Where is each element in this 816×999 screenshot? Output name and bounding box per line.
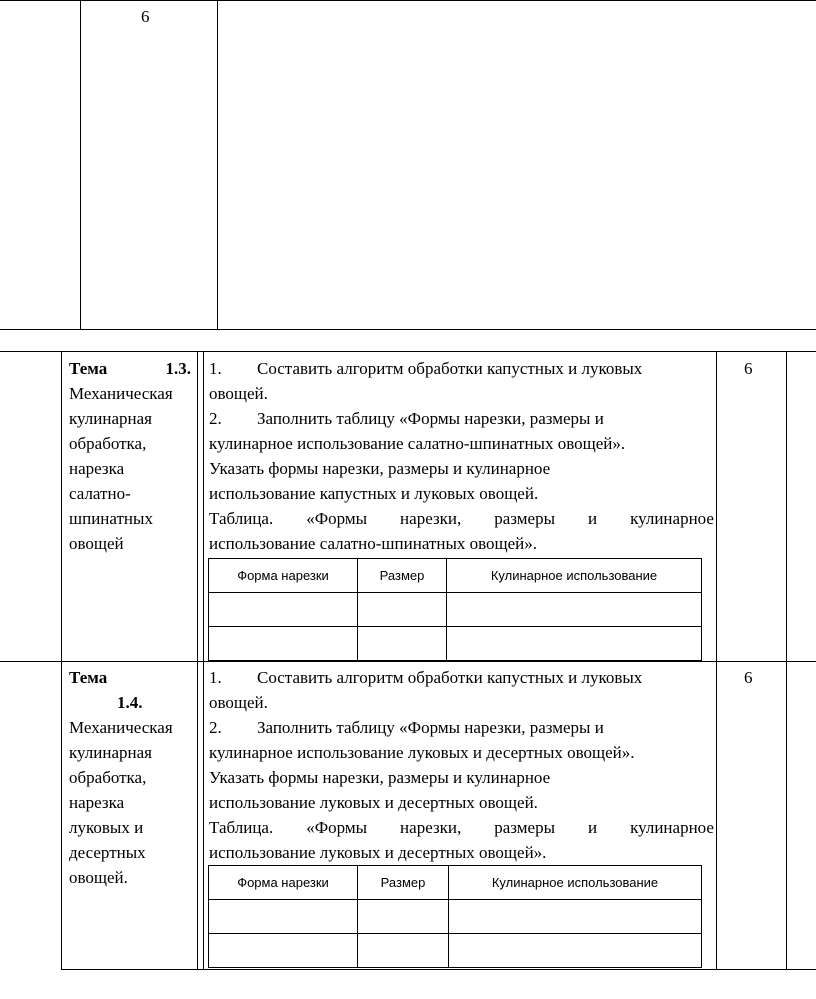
task-line: 2. Заполнить таблицу «Формы нарезки, размеры и (209, 718, 604, 737)
topic-title-line: овощей. (69, 868, 128, 887)
topic-title-line: луковых и (69, 818, 144, 837)
task-line: овощей. (209, 693, 268, 712)
table-row-empty (209, 593, 702, 627)
row-border-top (0, 351, 816, 352)
topic-number: 1.3. (165, 359, 191, 378)
topic-title-line: кулинарная (69, 409, 152, 428)
topic-heading (69, 665, 191, 690)
row-border-bottom (61, 969, 816, 970)
row-border (0, 661, 816, 662)
task-line: овощей. (209, 384, 268, 403)
topic-title-line: салатно- (69, 484, 131, 503)
topic-title-line: обработка, (69, 768, 147, 787)
task-line: 2. Заполнить таблицу «Формы нарезки, размеры и (209, 409, 604, 428)
task-line: кулинарное использование салатно-шпинатных овощей». (209, 434, 626, 453)
hours-value: 6 (744, 668, 753, 687)
topic-title-line: овощей (69, 534, 124, 553)
table-row-empty (209, 900, 702, 934)
col-divider (716, 351, 717, 970)
hours-value: 6 (141, 7, 150, 26)
table-header: Кулинарное использование (447, 559, 702, 593)
task-line: использование луковых и десертных овощей. (209, 793, 538, 812)
topic-label: Тема (69, 668, 108, 687)
table-row-empty (209, 627, 702, 661)
col-divider (217, 0, 218, 330)
topic-heading (69, 356, 191, 381)
topic-title-line: Механическая (69, 384, 173, 403)
top-border (0, 0, 816, 1)
task-line: использование капустных и луковых овощей. (209, 484, 539, 503)
table-header: Форма нарезки (209, 866, 358, 900)
topic-cell (69, 665, 191, 890)
task-line: Указать формы нарезки, размеры и кулинарное (209, 768, 551, 787)
cut-forms-table (208, 558, 702, 661)
table-header: Форма нарезки (209, 559, 358, 593)
table-row-empty (209, 934, 702, 968)
topic-title-line: нарезка (69, 793, 125, 812)
col-divider (80, 0, 81, 330)
bottom-border (0, 329, 816, 330)
col-divider (61, 351, 62, 970)
table-caption: Таблица. «Формы нарезки, размеры и кулинарное (209, 818, 714, 837)
hours-value: 6 (744, 359, 753, 378)
table-caption-end: использование луковых и десертных овощей». (209, 843, 547, 862)
topic-label: Тема (69, 359, 108, 378)
col-divider (197, 351, 198, 970)
topic-title-line: нарезка (69, 459, 125, 478)
table-header: Размер (358, 866, 449, 900)
cut-forms-table (208, 865, 702, 968)
task-line: 1. Составить алгоритм обработки капустных и луковых (209, 359, 643, 378)
task-line: кулинарное использование луковых и десертных овощей». (209, 743, 635, 762)
table-caption-end: использование салатно-шпинатных овощей». (209, 534, 538, 553)
table-caption: Таблица. «Формы нарезки, размеры и кулинарное (209, 509, 714, 528)
topic-title-line: шпинатных (69, 509, 153, 528)
table-header: Кулинарное использование (449, 866, 702, 900)
table-header: Размер (358, 559, 447, 593)
task-cell (209, 356, 714, 556)
task-line: 1. Составить алгоритм обработки капустных и луковых (209, 668, 643, 687)
col-divider (786, 351, 787, 970)
task-line: Указать формы нарезки, размеры и кулинарное (209, 459, 551, 478)
col-divider (203, 351, 204, 970)
topic-cell (69, 356, 191, 556)
topic-title-line: Механическая (69, 718, 173, 737)
task-cell (209, 665, 714, 865)
topic-title-line: обработка, (69, 434, 147, 453)
topic-title-line: десертных (69, 843, 146, 862)
topic-number: 1.4. (117, 693, 143, 712)
topic-title-line: кулинарная (69, 743, 152, 762)
